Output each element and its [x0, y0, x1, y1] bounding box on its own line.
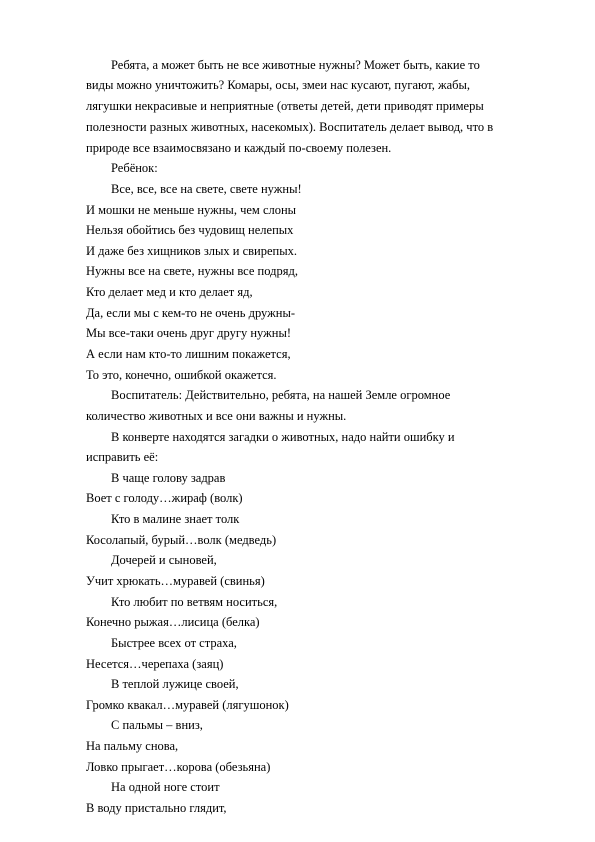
text-line: количество животных и все они важны и нужны. [86, 409, 347, 423]
text-line: природе все взаимосвязано и каждый по-своему полезен. [86, 141, 392, 155]
riddle-line: Учит хрюкать…муравей (свинья) [86, 574, 265, 588]
riddle-line: Несется…черепаха (заяц) [86, 657, 224, 671]
text-line: Ребята, а может быть не все животные нужны? Может быть, какие то [111, 58, 480, 72]
riddle-line: На одной ноге стоит [111, 780, 220, 794]
riddle-line: Быстрее всех от страха, [111, 636, 237, 650]
riddle-line: С пальмы – вниз, [111, 718, 203, 732]
text-line: исправить её: [86, 450, 159, 464]
riddle-line: В теплой лужице своей, [111, 677, 239, 691]
poem-line: Все, все, все на свете, свете нужны! [111, 182, 302, 196]
poem-line: Нельзя обойтись без чудовищ нелепых [86, 223, 294, 237]
riddle-line: Кто любит по ветвям носиться, [111, 595, 278, 609]
riddle-line: На пальму снова, [86, 739, 179, 753]
riddle-line: В воду пристально глядит, [86, 801, 227, 815]
riddle-line: Дочерей и сыновей, [111, 553, 217, 567]
riddle-line: Конечно рыжая…лисица (белка) [86, 615, 260, 629]
riddle-line: Кто в малине знает толк [111, 512, 240, 526]
riddle-line: Громко квакал…муравей (лягушонок) [86, 698, 289, 712]
riddle-line: Воет с голоду…жираф (волк) [86, 491, 243, 505]
text-line: полезности разных животных, насекомых). Воспитатель делает вывод, что в [86, 120, 494, 134]
poem-line: Мы все-таки очень друг другу нужны! [86, 326, 292, 340]
riddle-line: Ловко прыгает…корова (обезьяна) [86, 760, 271, 774]
poem-line: Да, если мы с кем-то не очень дружны- [86, 306, 296, 320]
riddle-line: В чаще голову задрав [111, 471, 226, 485]
poem-line: Нужны все на свете, нужны все подряд, [86, 264, 298, 278]
text-line: лягушки некрасивые и неприятные (ответы детей, дети приводят примеры [86, 99, 484, 113]
text-line: В конверте находятся загадки о животных, надо найти ошибку и [111, 430, 455, 444]
poem-line: И даже без хищников злых и свирепых. [86, 244, 297, 258]
poem-line: А если нам кто-то лишним покажется, [86, 347, 291, 361]
text-line: виды можно уничтожить? Комары, осы, змеи нас кусают, пугают, жабы, [86, 78, 471, 92]
speaker-label: Ребёнок: [111, 161, 158, 175]
poem-line: Кто делает мед и кто делает яд, [86, 285, 253, 299]
text-line: Воспитатель: Действительно, ребята, на нашей Земле огромное [111, 388, 451, 402]
poem-line: То это, конечно, ошибкой окажется. [86, 368, 277, 382]
riddle-line: Косолапый, бурый…волк (медведь) [86, 533, 277, 547]
poem-line: И мошки не меньше нужны, чем слоны [86, 203, 297, 217]
